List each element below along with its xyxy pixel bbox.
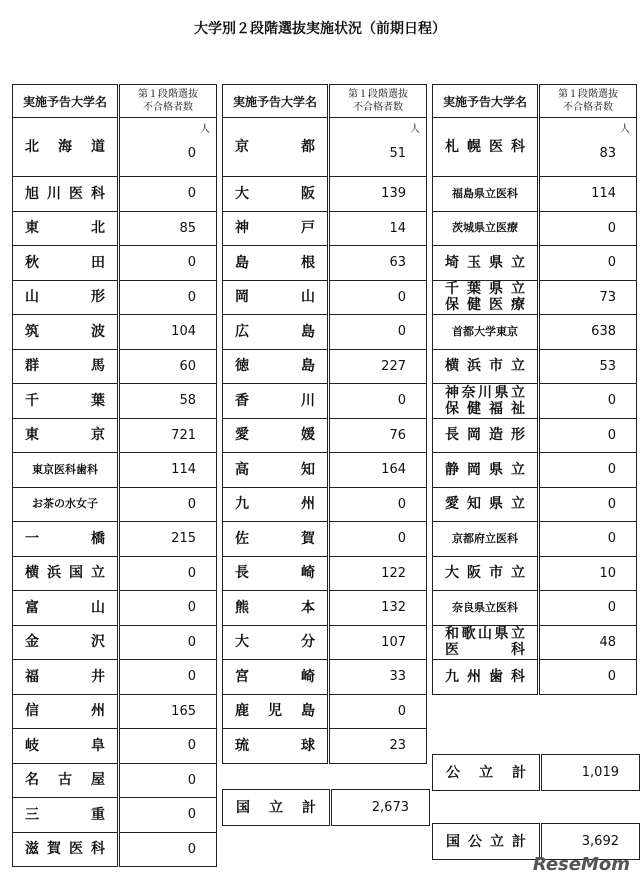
rejected-count: 215 [171,531,196,547]
header-name: 実施予告大学名 [223,85,329,118]
table-row [13,246,217,281]
table-row [13,556,217,591]
university-name: 京都 [235,139,315,155]
table-row [433,349,637,384]
table-row [13,315,217,350]
university-name: 広島 [235,323,315,340]
rejected-count: 0 [187,496,196,512]
table-row [223,625,427,660]
university-name: 東京 [25,427,105,444]
rejected-count: 0 [187,600,196,616]
table-row [433,280,637,315]
university-name: 香川 [235,392,315,409]
table-row [13,384,217,419]
university-name: 千葉 [25,392,105,409]
rejected-count: 0 [607,531,616,547]
university-name: 岡山 [235,289,315,306]
page-title: 大学別２段階選抜実施状況（前期日程） [194,21,446,37]
university-name: 島根 [235,254,315,271]
table-row [433,246,637,281]
university-name: 京都府立医科 [452,531,518,545]
table-row [433,177,637,212]
table-row [223,384,427,419]
table-row [223,315,427,350]
table-row [13,694,217,729]
university-name: 鹿児島 [235,703,315,720]
university-name: 群馬 [25,358,105,375]
rejected-count: 132 [381,600,406,616]
university-name: 福井 [25,668,105,685]
public-total: 公立計 1,019 [432,754,640,791]
table-row [13,453,217,488]
rejected-count: 122 [381,565,406,581]
rejected-count: 0 [187,738,196,754]
university-name: 長岡造形 [445,427,525,444]
table-row [223,349,427,384]
all-total: 国公立計 3,692 [432,823,640,860]
table-row [223,522,427,557]
header-count: 第１段階選抜 不合格者数 [539,85,637,118]
university-name: 神戸 [235,220,315,237]
rejected-count: 139 [381,186,406,202]
university-name: 埼玉県立 [445,254,525,271]
table-row [13,211,217,246]
university-name: 東北 [25,220,105,237]
university-name: 札幌医科 [445,139,525,155]
table-row [13,522,217,557]
university-name: 東京医科歯科 [32,462,98,476]
table-row [13,625,217,660]
university-name: 琉球 [235,737,315,754]
rejected-count: 104 [171,324,196,340]
rejected-count: 33 [389,669,406,685]
university-name: 三重 [25,806,105,823]
table-row [223,487,427,522]
table-row [433,660,637,695]
rejected-count: 58 [179,393,196,409]
rejected-count: 0 [187,841,196,857]
table-row [433,418,637,453]
rejected-count: 53 [599,358,616,374]
table-row [13,487,217,522]
university-name: 徳島 [235,358,315,375]
university-name: 富山 [25,599,105,616]
rejected-count: 0 [187,289,196,305]
university-name: 和歌山県立 医科 [445,626,525,659]
university-name: 信州 [25,703,105,720]
university-name: 宮崎 [235,668,315,685]
university-name: 茨城県立医療 [452,221,518,235]
university-name: 大阪市立 [445,565,525,582]
rejected-count: 721 [171,427,196,443]
rejected-count: 0 [607,427,616,443]
rejected-count: 114 [591,186,616,202]
rejected-count: 0 [187,565,196,581]
rejected-count: 0 [607,669,616,685]
table-row [223,729,427,764]
university-name: 山形 [25,289,105,306]
table-row [13,832,217,867]
rejected-count: 0 [607,462,616,478]
national-total: 国立計 2,673 [222,789,430,826]
table-row [13,280,217,315]
university-table [12,84,217,867]
table-row [13,418,217,453]
table-row [223,246,427,281]
rejected-count: 0 [607,255,616,271]
table-row [433,522,637,557]
rejected-count: 10 [599,565,616,581]
table-row [223,118,427,177]
table-row [223,177,427,212]
university-name: 福島県立医科 [452,186,518,200]
university-name: 岐阜 [25,737,105,754]
rejected-count: 0 [607,393,616,409]
university-name: 金沢 [25,634,105,651]
table-row [223,211,427,246]
rejected-count: 165 [171,703,196,719]
table-row [433,591,637,626]
header-name: 実施予告大学名 [433,85,539,118]
unit-label: 人 [410,124,420,135]
rejected-count: 51 [389,145,406,161]
header-count: 第１段階選抜 不合格者数 [329,85,427,118]
header-name: 実施予告大学名 [13,85,119,118]
table-row [433,384,637,419]
university-name: 筑波 [25,323,105,340]
university-name: 大阪 [235,185,315,202]
table-row [13,118,217,177]
table-row [433,315,637,350]
table-row [223,418,427,453]
university-name: 熊本 [235,599,315,616]
table-row [223,280,427,315]
table-row [433,118,637,177]
logo: ReseMom [532,854,630,875]
university-name: お茶の水女子 [32,497,98,511]
table-row [223,453,427,488]
university-table [222,84,427,764]
university-name: 横浜市立 [445,358,525,375]
university-name: 首都大学東京 [452,324,518,338]
table-row [13,177,217,212]
rejected-count: 73 [599,289,616,305]
rejected-count: 60 [179,358,196,374]
rejected-count: 0 [397,703,406,719]
table-row [433,211,637,246]
university-name: 奈良県立医科 [452,600,518,614]
table-row [13,729,217,764]
rejected-count: 0 [607,600,616,616]
rejected-count: 0 [187,669,196,685]
table-row [223,660,427,695]
university-name: 静岡県立 [445,461,525,478]
university-name: 滋賀医科 [25,841,105,858]
university-name: 高知 [235,461,315,478]
table-row [13,798,217,833]
university-name: 横浜国立 [25,565,105,582]
university-name: 長崎 [235,565,315,582]
university-table [432,84,637,695]
university-name: 一橋 [25,530,105,547]
university-name: 九州歯科 [445,668,525,685]
table-row [13,763,217,798]
table-row [433,556,637,591]
rejected-count: 0 [607,496,616,512]
table-row [13,591,217,626]
rejected-count: 85 [179,220,196,236]
rejected-count: 48 [599,634,616,650]
rejected-count: 227 [381,358,406,374]
rejected-count: 63 [389,255,406,271]
rejected-count: 114 [171,462,196,478]
university-name: 九州 [235,496,315,513]
university-name: 愛知県立 [445,496,525,513]
rejected-count: 83 [599,145,616,161]
table-row [223,556,427,591]
table-row [223,694,427,729]
rejected-count: 164 [381,462,406,478]
university-name: 佐賀 [235,530,315,547]
rejected-count: 23 [389,738,406,754]
rejected-count: 14 [389,220,406,236]
university-name: 神奈川県立 保健福祉 [445,384,525,417]
rejected-count: 0 [397,289,406,305]
rejected-count: 0 [397,531,406,547]
university-name: 秋田 [25,254,105,271]
unit-label: 人 [620,124,630,135]
header-count: 第１段階選抜 不合格者数 [119,85,217,118]
rejected-count: 0 [187,772,196,788]
rejected-count: 638 [591,324,616,340]
table-row [433,625,637,660]
rejected-count: 0 [397,496,406,512]
table-row [13,660,217,695]
table-row [223,591,427,626]
rejected-count: 0 [607,220,616,236]
rejected-count: 107 [381,634,406,650]
table-row [13,349,217,384]
university-name: 大分 [235,634,315,651]
table-row [433,487,637,522]
university-name: 愛媛 [235,427,315,444]
university-name: 北海道 [25,139,105,155]
rejected-count: 0 [187,186,196,202]
rejected-count: 0 [187,634,196,650]
rejected-count: 0 [397,393,406,409]
university-name: 名古屋 [25,772,105,789]
university-name: 旭川医科 [25,185,105,202]
rejected-count: 76 [389,427,406,443]
unit-label: 人 [200,124,210,135]
table-row [433,453,637,488]
rejected-count: 0 [187,145,196,161]
rejected-count: 0 [397,324,406,340]
university-name: 千葉県立 保健医療 [445,281,525,314]
rejected-count: 0 [187,255,196,271]
rejected-count: 0 [187,807,196,823]
